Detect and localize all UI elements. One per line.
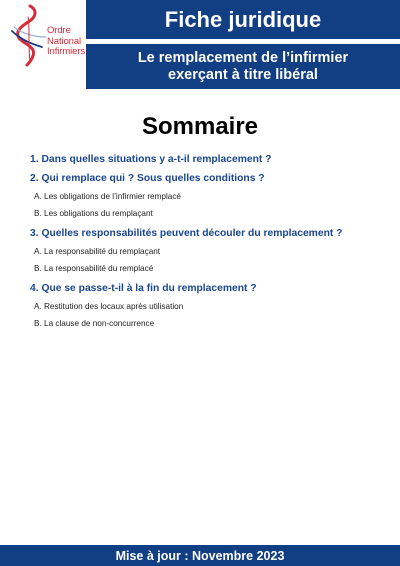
- footer-band: [0, 545, 400, 566]
- ordre-national-infirmiers-logo: [4, 3, 84, 67]
- subtitle-line-1: Le remplacement de l’infirmier: [137, 49, 349, 66]
- update-date: Mise à jour : Novembre 2023: [115, 548, 285, 563]
- summary-title: Sommaire: [141, 113, 259, 140]
- toc-item-4a[interactable]: A. Restitution des locaux après utilisation: [34, 302, 184, 311]
- toc-section-4[interactable]: 4. Que se passe-t-il à la fin du remplacement ?: [30, 283, 257, 294]
- subtitle-band: [86, 44, 400, 89]
- document-title: Fiche juridique: [164, 6, 322, 32]
- toc-section-1[interactable]: 1. Dans quelles situations y a-t-il remplacement ?: [30, 154, 272, 165]
- subtitle-line-2: exerçant à titre libéral: [168, 66, 318, 83]
- logo-line-1: Ordre: [47, 25, 71, 36]
- toc-item-4b[interactable]: B. La clause de non-concurrence: [34, 319, 155, 328]
- logo-wordmark: [47, 26, 85, 58]
- title-band: [86, 0, 400, 39]
- logo-line-2: National: [47, 35, 82, 47]
- toc-item-2a[interactable]: A. Les obligations de l’infirmier remplacé: [34, 192, 181, 201]
- toc-section-3[interactable]: 3. Quelles responsabilités peuvent découler du remplacement ?: [30, 228, 343, 239]
- toc-item-3a[interactable]: A. La responsabilité du remplaçant: [34, 247, 161, 256]
- toc-item-3b[interactable]: B. La responsabilité du remplacé: [34, 264, 154, 273]
- table-of-contents: [30, 154, 380, 336]
- toc-section-2[interactable]: 2. Qui remplace qui ? Sous quelles conditions ?: [30, 173, 265, 184]
- logo-line-3: Infirmiers: [47, 46, 86, 57]
- caduceus-logo-icon: [6, 3, 50, 67]
- toc-item-2b[interactable]: B. Les obligations du remplaçant: [34, 209, 153, 218]
